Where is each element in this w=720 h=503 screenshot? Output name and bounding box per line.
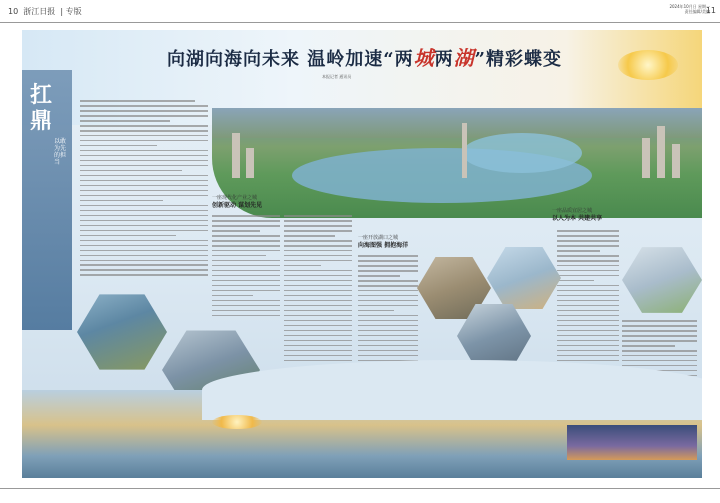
- sunset-glow: [212, 415, 262, 429]
- section-label: 专版: [65, 7, 82, 16]
- photo-hex-industrial-park: [77, 292, 167, 372]
- industry-text-col2: [284, 215, 352, 365]
- night-city-photo: [567, 425, 697, 460]
- feature-spread: [22, 30, 702, 478]
- byline: 本报记者 通讯员: [322, 74, 352, 79]
- page-header: [0, 0, 720, 23]
- paper-name: 浙江日报: [23, 7, 56, 16]
- left-page-number: 10: [8, 7, 19, 16]
- section-head-livable: 一座品质宜居之城 以人为本 共建共享: [552, 208, 603, 222]
- photo-hex-waterfront-park: [487, 245, 561, 311]
- section-head-ocean: 一座开放湖口之城 向海图强 拥抱海洋: [358, 235, 409, 249]
- headline: 向湖向海向未来 温岭加速“两城两湖”精彩蝶变: [167, 46, 562, 70]
- photo-hex-stadium: [622, 245, 702, 315]
- section-head-industry: 一座现代化产业之城 创新驱动 谋划先见: [212, 195, 263, 209]
- issue-date: 2024年10月日 星期一: [669, 4, 710, 9]
- sun-glow: [618, 50, 678, 80]
- header-left: 10 浙江日报 | 专版: [8, 7, 82, 16]
- brush-calligraphy: 扛鼎: [30, 82, 53, 134]
- side-banner-subtitle: 以敢为先的担当: [54, 138, 67, 166]
- page-footer: [0, 488, 720, 503]
- industry-text-col1: [212, 215, 280, 320]
- right-page-number: 11: [705, 6, 716, 15]
- intro-text-column: [80, 100, 208, 288]
- editor-credit: 责任编辑/美编: [684, 9, 710, 14]
- header-right-info: [669, 4, 710, 14]
